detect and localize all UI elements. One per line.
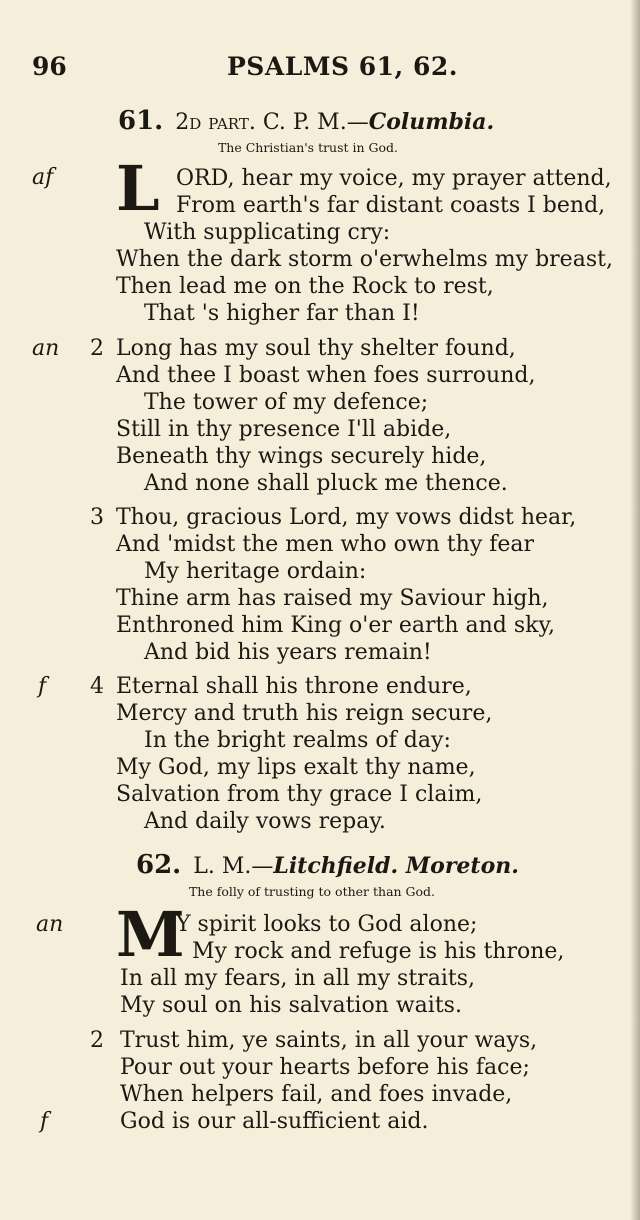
- stanza-number: 2: [90, 1028, 104, 1053]
- dynamic-mark: f: [38, 674, 47, 699]
- verse-line: And 'midst the men who own thy fear: [116, 532, 535, 557]
- verse-line: Still in thy presence I'll abide,: [116, 417, 452, 442]
- verse-line: Enthroned him King o'er earth and sky,: [116, 613, 556, 638]
- verse-line: Long has my soul thy shelter found,: [116, 336, 516, 361]
- psalm-62-subtitle: The folly of trusting to other than God.: [188, 884, 436, 899]
- drop-cap: M: [116, 898, 185, 971]
- dynamic-mark: an: [36, 912, 64, 937]
- verse-line: In all my fears, in all my straits,: [120, 966, 475, 991]
- psalm-number: 62.: [136, 850, 182, 880]
- verse-line: And daily vows repay.: [144, 809, 386, 834]
- drop-cap: L: [116, 152, 160, 225]
- verse-line: Eternal shall his throne endure,: [116, 674, 472, 699]
- psalm-tune: Columbia.: [368, 109, 495, 135]
- psalm-62-heading: [136, 850, 519, 880]
- verse-line: Beneath thy wings securely hide,: [116, 444, 487, 469]
- psalm-tune: Litchfield. Moreton.: [273, 853, 519, 879]
- verse-line: And none shall pluck me thence.: [144, 471, 508, 496]
- psalm-meter: L. M.—: [193, 854, 274, 879]
- verse-line: With supplicating cry:: [144, 220, 391, 245]
- verse-line: When the dark storm o'erwhelms my breast,: [116, 247, 613, 272]
- page-number: 96: [32, 52, 67, 81]
- verse-line: Trust him, ye saints, in all your ways,: [120, 1028, 538, 1053]
- verse-line: My rock and refuge is his throne,: [192, 939, 565, 964]
- dynamic-mark: an: [32, 336, 60, 361]
- stanza-number: 3: [90, 505, 104, 530]
- verse-line: Then lead me on the Rock to rest,: [116, 274, 494, 299]
- verse-line: And thee I boast when foes surround,: [116, 363, 536, 388]
- dynamic-mark: af: [32, 165, 54, 190]
- verse-line: From earth's far distant coasts I bend,: [176, 193, 606, 218]
- verse-line: The tower of my defence;: [144, 390, 429, 415]
- psalm-meter: 2d part. C. P. M.—: [175, 110, 369, 135]
- psalm-61-subtitle: The Christian's trust in God.: [217, 140, 399, 155]
- verse-line: My soul on his salvation waits.: [120, 993, 462, 1018]
- verse-line: In the bright realms of day:: [144, 728, 451, 753]
- dynamic-mark: f: [40, 1109, 49, 1134]
- psalm-61-heading: [118, 106, 494, 136]
- stanza-number: 4: [90, 674, 104, 699]
- verse-line: Y spirit looks to God alone;: [176, 912, 478, 937]
- verse-line: Pour out your hearts before his face;: [120, 1055, 530, 1080]
- verse-line: Salvation from thy grace I claim,: [116, 782, 483, 807]
- psalm-number: 61.: [118, 106, 164, 136]
- stanza-number: 2: [90, 336, 104, 361]
- verse-line: And bid his years remain!: [144, 640, 432, 665]
- verse-line: My heritage ordain:: [144, 559, 367, 584]
- verse-line: God is our all-sufficient aid.: [120, 1109, 429, 1134]
- verse-line: Thou, gracious Lord, my vows didst hear,: [116, 505, 577, 530]
- verse-line: Mercy and truth his reign secure,: [116, 701, 493, 726]
- running-head: [32, 52, 580, 86]
- verse-line: Thine arm has raised my Saviour high,: [116, 586, 549, 611]
- verse-line: When helpers fail, and foes invade,: [120, 1082, 513, 1107]
- running-title: PSALMS 61, 62.: [227, 52, 458, 81]
- verse-line: That 's higher far than I!: [144, 301, 420, 326]
- verse-line: ORD, hear my voice, my prayer attend,: [176, 166, 612, 191]
- page-edge-shadow: [630, 0, 640, 1220]
- verse-line: My God, my lips exalt thy name,: [116, 755, 476, 780]
